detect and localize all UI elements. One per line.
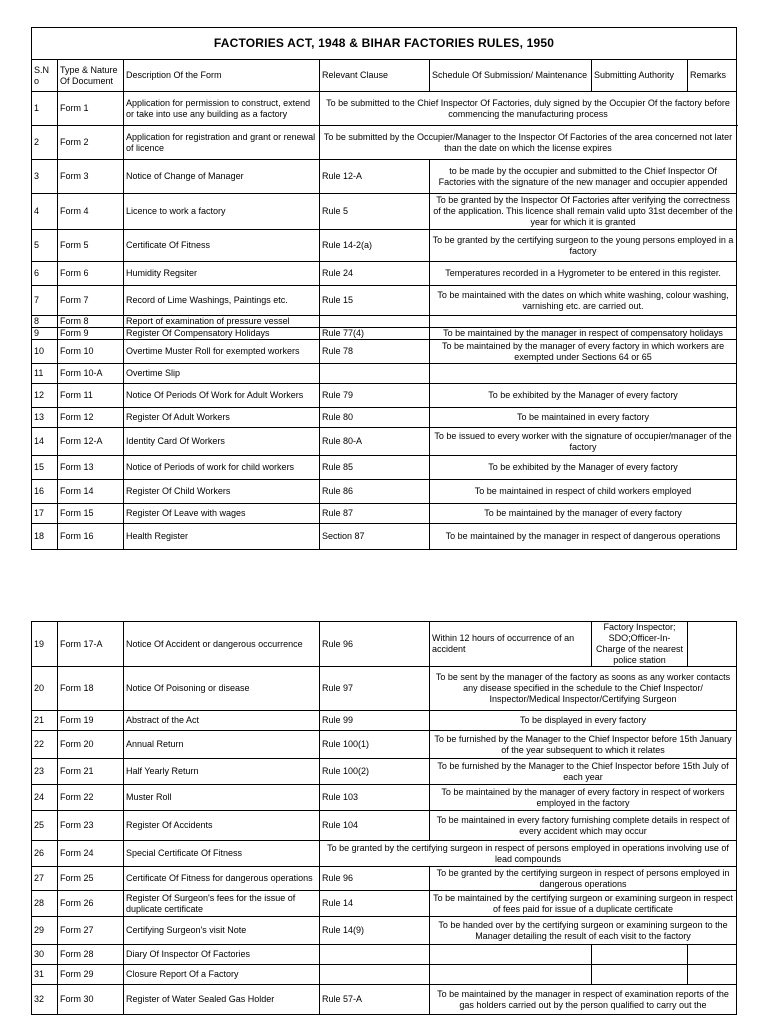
schedule-cell: To be maintained by the manager in respect of dangerous operations xyxy=(430,524,737,550)
table-row xyxy=(32,428,737,456)
clause-cell xyxy=(320,965,430,985)
clause-cell: Rule 77(4) xyxy=(320,328,430,340)
form-type-cell: Form 28 xyxy=(58,945,124,965)
clause-cell xyxy=(320,945,430,965)
clause-cell: Section 87 xyxy=(320,524,430,550)
serial-number-cell: 6 xyxy=(32,262,58,286)
description-cell: Application for permission to construct, extend or take into use any building as a factory xyxy=(124,92,320,126)
description-cell: Certifying Surgeon's visit Note xyxy=(124,917,320,945)
header-sno: S.N o xyxy=(32,60,58,92)
table-row xyxy=(32,160,737,194)
serial-number-cell: 10 xyxy=(32,340,58,364)
serial-number-cell: 7 xyxy=(32,286,58,316)
table-row xyxy=(32,667,737,711)
table-row xyxy=(32,316,737,328)
form-type-cell: Form 9 xyxy=(58,328,124,340)
description-cell: Report of examination of pressure vessel xyxy=(124,316,320,328)
schedule-cell: To be granted by the certifying surgeon in respect of persons employed in dangerous operations xyxy=(430,867,737,891)
description-cell: Overtime Slip xyxy=(124,364,320,384)
clause-cell: Rule 104 xyxy=(320,811,430,841)
serial-number-cell: 22 xyxy=(32,731,58,759)
schedule-cell: To be sent by the manager of the factory as soons as any worker contacts any disease specified in the schedule to the Chief Inspector/ Inspector/Medical Inspector/Certifying Surgeon xyxy=(430,667,737,711)
schedule-cell: Temperatures recorded in a Hygrometer to be entered in this register. xyxy=(430,262,737,286)
schedule-cell: To be maintained in every factory furnishing complete details in respect of every accident which may occur xyxy=(430,811,737,841)
table-row xyxy=(32,811,737,841)
forms-table-2 xyxy=(31,621,737,1015)
description-cell: Licence to work a factory xyxy=(124,194,320,230)
schedule-cell: To be maintained by the manager of every factory in which workers are exempted under Sections 64 or 65 xyxy=(430,340,737,364)
form-type-cell: Form 22 xyxy=(58,785,124,811)
table-row xyxy=(32,891,737,917)
description-cell: Abstract of the Act xyxy=(124,711,320,731)
schedule-cell: To be furnished by the Manager to the Chief Inspector before 15th January of the year subsequent to which it relates xyxy=(430,731,737,759)
header-clause: Relevant Clause xyxy=(320,60,430,92)
clause-cell: Rule 12-A xyxy=(320,160,430,194)
schedule-cell: To be furnished by the Manager to the Chief Inspector before 15th July of each year xyxy=(430,759,737,785)
table-row xyxy=(32,384,737,408)
form-type-cell: Form 10-A xyxy=(58,364,124,384)
form-type-cell: Form 21 xyxy=(58,759,124,785)
table-row xyxy=(32,504,737,524)
form-type-cell: Form 7 xyxy=(58,286,124,316)
schedule-cell: To be maintained with the dates on which white washing, colour washing, varnishing etc. are carried out. xyxy=(430,286,737,316)
description-cell: Notice Of Poisoning or disease xyxy=(124,667,320,711)
form-type-cell: Form 26 xyxy=(58,891,124,917)
serial-number-cell: 27 xyxy=(32,867,58,891)
table-row xyxy=(32,945,737,965)
description-cell: Notice Of Periods Of Work for Adult Workers xyxy=(124,384,320,408)
clause-cell: Rule 15 xyxy=(320,286,430,316)
clause-cell: Rule 87 xyxy=(320,504,430,524)
serial-number-cell: 18 xyxy=(32,524,58,550)
schedule-cell xyxy=(430,965,592,985)
table-row xyxy=(32,711,737,731)
table-row xyxy=(32,622,737,667)
clause-cell: Rule 100(1) xyxy=(320,731,430,759)
schedule-cell: to be made by the occupier and submitted to the Chief Inspector Of Factories with the signature of the new manager and occupier appended xyxy=(430,160,737,194)
schedule-cell: To be granted by the Inspector Of Factories after verifying the correctness of the application. This licence shall remain valid upto 31st december of the year for which it is granted xyxy=(430,194,737,230)
schedule-cell: To be handed over by the certifying surgeon or examining surgeon to the Manager detailing the result of each visit to the factory xyxy=(430,917,737,945)
schedule-cell: To be maintained by the manager in respect of examination reports of the gas holders carried out by the person qualified to carry out the xyxy=(430,985,737,1015)
form-type-cell: Form 1 xyxy=(58,92,124,126)
clause-cell: Rule 14 xyxy=(320,891,430,917)
description-cell: Identity Card Of Workers xyxy=(124,428,320,456)
table-row xyxy=(32,867,737,891)
serial-number-cell: 21 xyxy=(32,711,58,731)
header-row xyxy=(32,60,737,92)
schedule-cell xyxy=(430,945,592,965)
clause-cell: Rule 97 xyxy=(320,667,430,711)
description-cell: Notice Of Accident or dangerous occurrence xyxy=(124,622,320,667)
serial-number-cell: 25 xyxy=(32,811,58,841)
description-cell: Record of Lime Washings, Paintings etc. xyxy=(124,286,320,316)
remarks-cell xyxy=(688,945,737,965)
header-type: Type & Nature Of Document xyxy=(58,60,124,92)
table-row xyxy=(32,194,737,230)
form-type-cell: Form 6 xyxy=(58,262,124,286)
schedule-cell: To be exhibited by the Manager of every factory xyxy=(430,384,737,408)
schedule-cell xyxy=(430,316,737,328)
description-cell: Register of Water Sealed Gas Holder xyxy=(124,985,320,1015)
clause-cell: Rule 5 xyxy=(320,194,430,230)
clause-cell: Rule 80 xyxy=(320,408,430,428)
schedule-cell: To be maintained by the manager of every factory xyxy=(430,504,737,524)
serial-number-cell: 1 xyxy=(32,92,58,126)
table-row xyxy=(32,126,737,160)
form-type-cell: Form 30 xyxy=(58,985,124,1015)
serial-number-cell: 2 xyxy=(32,126,58,160)
serial-number-cell: 8 xyxy=(32,316,58,328)
table-row xyxy=(32,731,737,759)
clause-cell: Rule 57-A xyxy=(320,985,430,1015)
remarks-cell xyxy=(688,965,737,985)
serial-number-cell: 13 xyxy=(32,408,58,428)
table-row xyxy=(32,286,737,316)
description-cell: Register Of Child Workers xyxy=(124,480,320,504)
description-cell: Health Register xyxy=(124,524,320,550)
table-row xyxy=(32,480,737,504)
table-row xyxy=(32,841,737,867)
table-row xyxy=(32,524,737,550)
description-cell: Certificate Of Fitness for dangerous operations xyxy=(124,867,320,891)
schedule-cell: To be exhibited by the Manager of every factory xyxy=(430,456,737,480)
serial-number-cell: 26 xyxy=(32,841,58,867)
serial-number-cell: 5 xyxy=(32,230,58,262)
description-cell: Annual Return xyxy=(124,731,320,759)
serial-number-cell: 29 xyxy=(32,917,58,945)
form-type-cell: Form 3 xyxy=(58,160,124,194)
form-type-cell: Form 2 xyxy=(58,126,124,160)
description-cell: Special Certificate Of Fitness xyxy=(124,841,320,867)
serial-number-cell: 30 xyxy=(32,945,58,965)
table-row xyxy=(32,328,737,340)
clause-cell: Rule 100(2) xyxy=(320,759,430,785)
table-row xyxy=(32,340,737,364)
clause-cell: Rule 103 xyxy=(320,785,430,811)
clause-cell: Rule 79 xyxy=(320,384,430,408)
description-cell: Register Of Adult Workers xyxy=(124,408,320,428)
schedule-cell: To be displayed in every factory xyxy=(430,711,737,731)
serial-number-cell: 14 xyxy=(32,428,58,456)
description-cell: Register Of Accidents xyxy=(124,811,320,841)
serial-number-cell: 28 xyxy=(32,891,58,917)
description-cell: Notice of Change of Manager xyxy=(124,160,320,194)
clause-cell xyxy=(320,364,430,384)
table-row xyxy=(32,92,737,126)
schedule-cell: To be maintained in every factory xyxy=(430,408,737,428)
clause-cell: Rule 14(9) xyxy=(320,917,430,945)
serial-number-cell: 16 xyxy=(32,480,58,504)
schedule-cell: To be maintained by the certifying surgeon or examining surgeon in respect of fees paid for issue of a duplicate certificate xyxy=(430,891,737,917)
header-schedule: Schedule Of Submission/ Maintenance xyxy=(430,60,592,92)
form-type-cell: Form 25 xyxy=(58,867,124,891)
schedule-cell: To be maintained in respect of child workers employed xyxy=(430,480,737,504)
authority-cell: Factory Inspector; SDO;Officer-In-Charge of the nearest police station xyxy=(592,622,688,667)
clause-cell: Rule 85 xyxy=(320,456,430,480)
serial-number-cell: 20 xyxy=(32,667,58,711)
schedule-cell: To be maintained by the manager of every factory in respect of workers employed in the factory xyxy=(430,785,737,811)
description-cell: Certificate Of Fitness xyxy=(124,230,320,262)
form-type-cell: Form 14 xyxy=(58,480,124,504)
serial-number-cell: 32 xyxy=(32,985,58,1015)
description-cell: Humidity Regsiter xyxy=(124,262,320,286)
clause-cell: Rule 80-A xyxy=(320,428,430,456)
form-type-cell: Form 8 xyxy=(58,316,124,328)
form-type-cell: Form 18 xyxy=(58,667,124,711)
form-type-cell: Form 20 xyxy=(58,731,124,759)
form-type-cell: Form 5 xyxy=(58,230,124,262)
header-authority: Submitting Authority xyxy=(592,60,688,92)
clause-cell: Rule 96 xyxy=(320,867,430,891)
description-cell: Half Yearly Return xyxy=(124,759,320,785)
table-row xyxy=(32,917,737,945)
serial-number-cell: 23 xyxy=(32,759,58,785)
serial-number-cell: 3 xyxy=(32,160,58,194)
table-row xyxy=(32,759,737,785)
table-row xyxy=(32,456,737,480)
schedule-cell: To be granted by the certifying surgeon to the young persons employed in a factory xyxy=(430,230,737,262)
schedule-cell: To be submitted by the Occupier/Manager to the Inspector Of Factories of the area concerned not later than the date on which the license expires xyxy=(320,126,737,160)
table-row xyxy=(32,230,737,262)
clause-cell: Rule 96 xyxy=(320,622,430,667)
header-remarks: Remarks xyxy=(688,60,737,92)
clause-cell xyxy=(320,316,430,328)
serial-number-cell: 15 xyxy=(32,456,58,480)
schedule-cell: To be granted by the certifying surgeon in respect of persons employed in operations involving use of lead compounds xyxy=(320,841,737,867)
schedule-cell: To be submitted to the Chief Inspector Of Factories, duly signed by the Occupier Of the factory before commencing the manufacturing process xyxy=(320,92,737,126)
table-row xyxy=(32,364,737,384)
clause-cell: Rule 86 xyxy=(320,480,430,504)
document-title: FACTORIES ACT, 1948 & BIHAR FACTORIES RULES, 1950 xyxy=(32,28,737,60)
serial-number-cell: 12 xyxy=(32,384,58,408)
schedule-cell xyxy=(430,364,737,384)
table-row xyxy=(32,262,737,286)
description-cell: Muster Roll xyxy=(124,785,320,811)
clause-cell: Rule 78 xyxy=(320,340,430,364)
schedule-cell: Within 12 hours of occurrence of an accident xyxy=(430,622,592,667)
table-row xyxy=(32,985,737,1015)
header-description: Description Of the Form xyxy=(124,60,320,92)
serial-number-cell: 19 xyxy=(32,622,58,667)
serial-number-cell: 24 xyxy=(32,785,58,811)
table-row xyxy=(32,408,737,428)
description-cell: Diary Of Inspector Of Factories xyxy=(124,945,320,965)
description-cell: Register Of Leave with wages xyxy=(124,504,320,524)
table-row xyxy=(32,965,737,985)
serial-number-cell: 11 xyxy=(32,364,58,384)
clause-cell: Rule 14-2(a) xyxy=(320,230,430,262)
form-type-cell: Form 4 xyxy=(58,194,124,230)
authority-cell xyxy=(592,965,688,985)
serial-number-cell: 4 xyxy=(32,194,58,230)
schedule-cell: To be issued to every worker with the signature of occupier/manager of the factory xyxy=(430,428,737,456)
form-type-cell: Form 12 xyxy=(58,408,124,428)
description-cell: Overtime Muster Roll for exempted workers xyxy=(124,340,320,364)
form-type-cell: Form 17-A xyxy=(58,622,124,667)
serial-number-cell: 9 xyxy=(32,328,58,340)
title-row xyxy=(32,28,737,60)
form-type-cell: Form 24 xyxy=(58,841,124,867)
description-cell: Register Of Compensatory Holidays xyxy=(124,328,320,340)
clause-cell: Rule 99 xyxy=(320,711,430,731)
form-type-cell: Form 10 xyxy=(58,340,124,364)
table-row xyxy=(32,785,737,811)
description-cell: Register Of Surgeon's fees for the issue of duplicate certificate xyxy=(124,891,320,917)
schedule-cell: To be maintained by the manager in respect of compensatory holidays xyxy=(430,328,737,340)
clause-cell: Rule 24 xyxy=(320,262,430,286)
description-cell: Notice of Periods of work for child workers xyxy=(124,456,320,480)
form-type-cell: Form 13 xyxy=(58,456,124,480)
form-type-cell: Form 23 xyxy=(58,811,124,841)
serial-number-cell: 17 xyxy=(32,504,58,524)
description-cell: Application for registration and grant or renewal of licence xyxy=(124,126,320,160)
authority-cell xyxy=(592,945,688,965)
remarks-cell xyxy=(688,622,737,667)
form-type-cell: Form 11 xyxy=(58,384,124,408)
form-type-cell: Form 12-A xyxy=(58,428,124,456)
form-type-cell: Form 27 xyxy=(58,917,124,945)
forms-table-1 xyxy=(31,27,737,550)
form-type-cell: Form 15 xyxy=(58,504,124,524)
serial-number-cell: 31 xyxy=(32,965,58,985)
form-type-cell: Form 19 xyxy=(58,711,124,731)
form-type-cell: Form 29 xyxy=(58,965,124,985)
form-type-cell: Form 16 xyxy=(58,524,124,550)
description-cell: Closure Report Of a Factory xyxy=(124,965,320,985)
